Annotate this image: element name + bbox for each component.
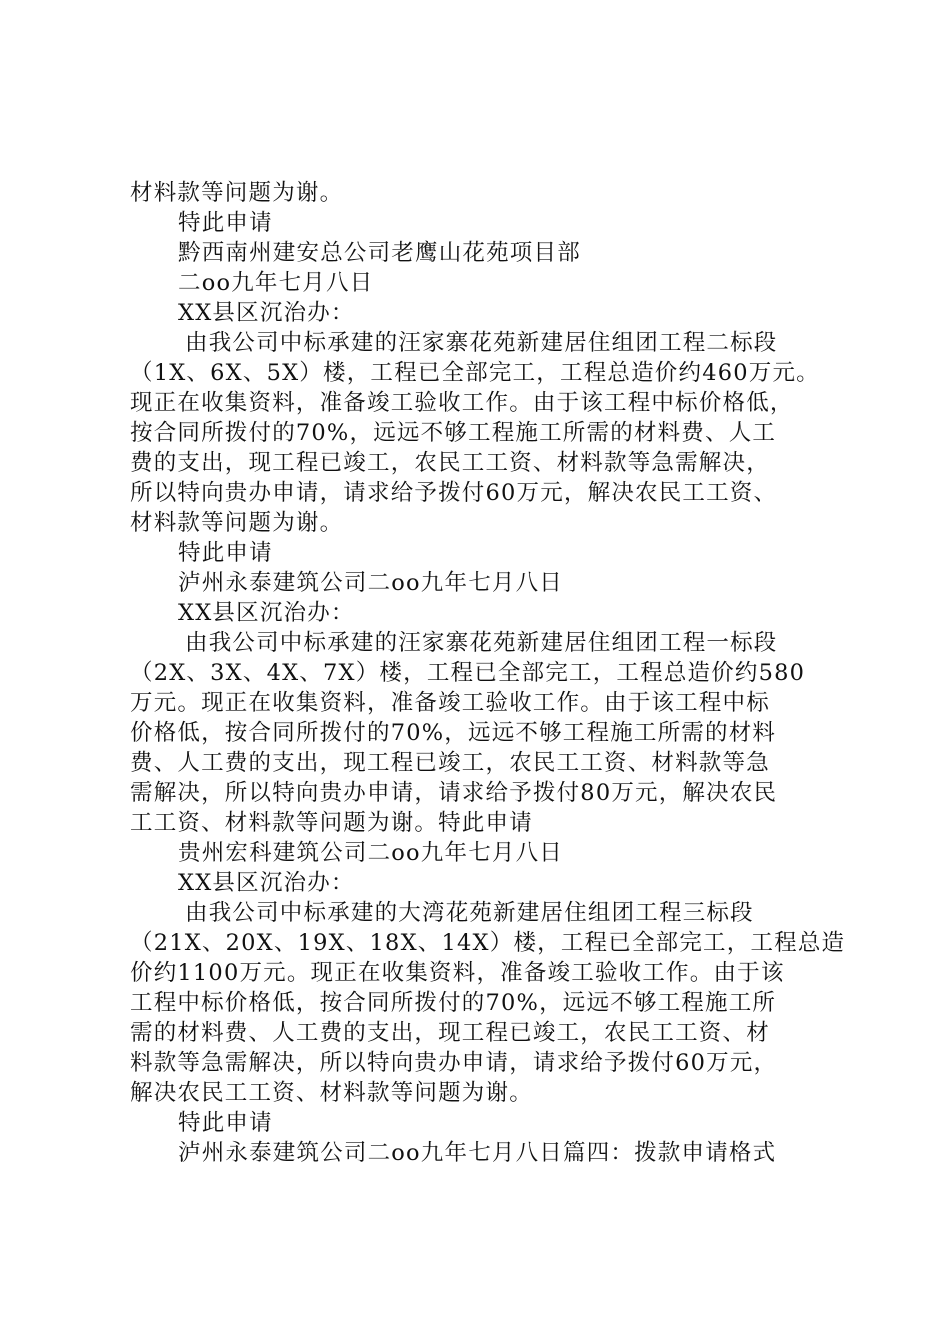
- text-line: 价约1100万元。现正在收集资料，准备竣工验收工作。由于该: [130, 960, 785, 986]
- closing-line: 特此申请: [178, 540, 273, 566]
- text-line: 现正在收集资料，准备竣工验收工作。由于该工程中标价格低，: [130, 390, 794, 416]
- closing-line: 特此申请: [178, 210, 273, 236]
- signature-line: 泸州永泰建筑公司二oo九年七月八日: [178, 570, 563, 596]
- signature-line: 黔西南州建安总公司老鹰山花苑项目部: [178, 240, 581, 266]
- closing-line: 特此申请: [178, 1110, 273, 1136]
- text-line: 按合同所拨付的70%，远远不够工程施工所需的材料费、人工: [130, 420, 777, 446]
- text-line: 费的支出，现工程已竣工，农民工工资、材料款等急需解决，: [130, 450, 770, 476]
- text-line: （1X、6X、5X）楼，工程已全部完工，工程总造价约460万元。: [130, 360, 820, 386]
- text-line: 万元。现正在收集资料，准备竣工验收工作。由于该工程中标: [130, 690, 770, 716]
- addressee-line: XX县区沉治办：: [178, 870, 355, 896]
- paragraph-first-line: 由我公司中标承建的汪家寨花苑新建居住组团工程一标段: [185, 630, 778, 656]
- addressee-line: XX县区沉治办：: [178, 600, 355, 626]
- paragraph-first-line: 由我公司中标承建的汪家寨花苑新建居住组团工程二标段: [185, 330, 778, 356]
- text-line: 价格低，按合同所拨付的70%，远远不够工程施工所需的材料: [130, 720, 777, 746]
- text-line: 费、人工费的支出，现工程已竣工，农民工工资、材料款等急: [130, 750, 770, 776]
- text-line: 所以特向贵办申请，请求给予拨付60万元，解决农民工工资、: [130, 480, 778, 506]
- text-line: 需解决，所以特向贵办申请，请求给予拨付80万元，解决农民: [130, 780, 778, 806]
- text-line: 工程中标价格低，按合同所拨付的70%，远远不够工程施工所: [130, 990, 777, 1016]
- signature-line: 贵州宏科建筑公司二oo九年七月八日: [178, 840, 563, 866]
- text-line: 需的材料费、人工费的支出，现工程已竣工，农民工工资、材: [130, 1020, 770, 1046]
- date-line: 二oo九年七月八日: [178, 270, 374, 296]
- text-line: 工工资、材料款等问题为谢。特此申请: [130, 810, 533, 836]
- text-line: 料款等急需解决，所以特向贵办申请，请求给予拨付60万元，: [130, 1050, 778, 1076]
- addressee-line: XX县区沉治办：: [178, 300, 355, 326]
- text-line: 材料款等问题为谢。: [130, 510, 344, 536]
- signature-line: 泸州永泰建筑公司二oo九年七月八日篇四：拨款申请格式: [178, 1140, 777, 1166]
- paragraph-first-line: 由我公司中标承建的大湾花苑新建居住组团工程三标段: [185, 900, 754, 926]
- text-line: （21X、20X、19X、18X、14X）楼，工程已全部完工，工程总造: [130, 930, 846, 956]
- text-line: 材料款等问题为谢。: [130, 180, 344, 206]
- text-line: （2X、3X、4X、7X）楼，工程已全部完工，工程总造价约580: [130, 660, 806, 686]
- text-line: 解决农民工工资、材料款等问题为谢。: [130, 1080, 533, 1106]
